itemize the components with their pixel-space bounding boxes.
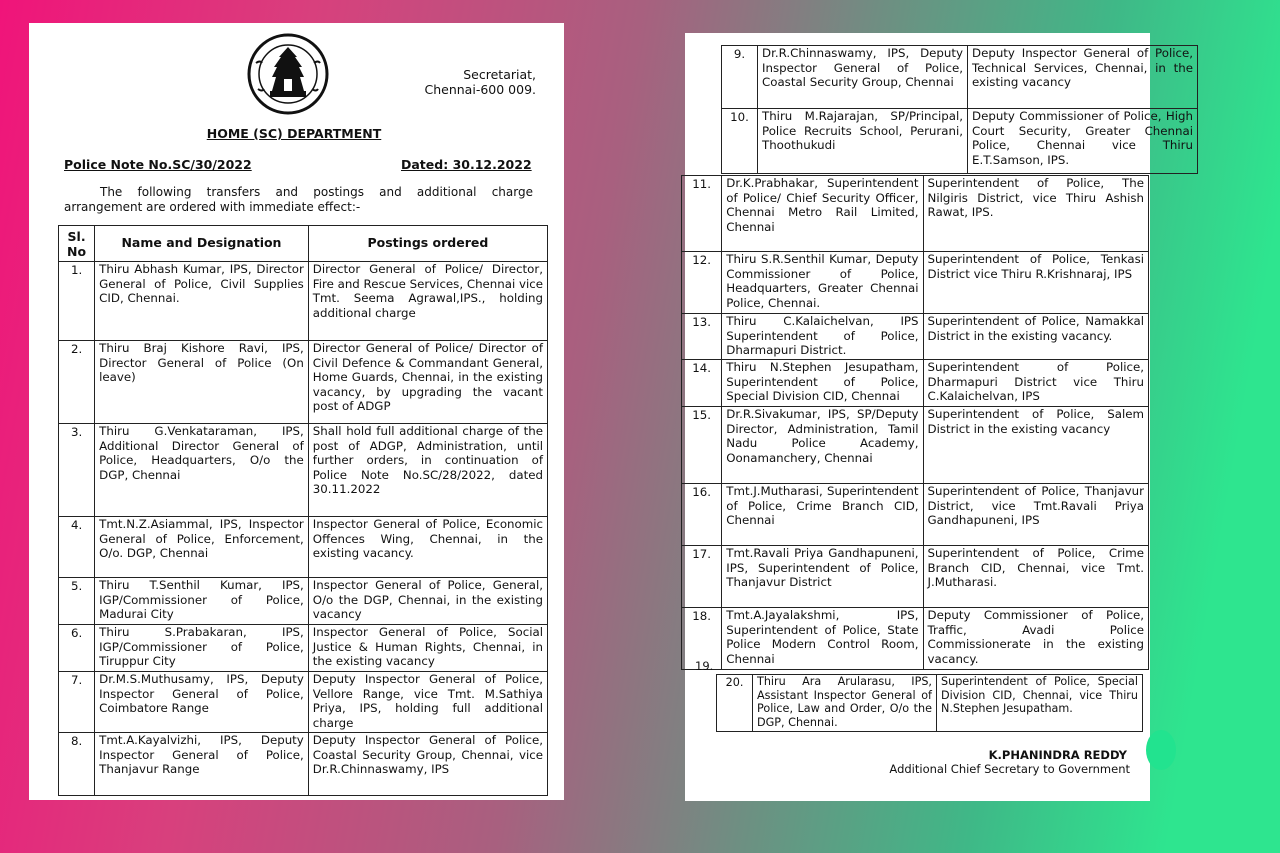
row-serial-number: 11. (682, 176, 722, 252)
row-name-designation: Thiru N.Stephen Jesupatham, Superintendent of Police, Special Division CID, Chennai (722, 360, 923, 407)
note-date: Dated: 30.12.2022 (401, 157, 532, 172)
row-posting: Director General of Police/ Director of Civil Defence & Commandant General, Home Guards, Chennai, in the existing vacancy, by upgrading the vacant post of ADGP (308, 341, 547, 424)
row-name-designation: Thiru Abhash Kumar, IPS, Director General of Police, Civil Supplies CID, Chennai. (95, 262, 309, 341)
row-posting: Inspector General of Police, General, O/o the DGP, Chennai, in the existing vacancy (308, 578, 547, 625)
table-row (59, 262, 548, 341)
transfer-table-page-2-main (681, 175, 1149, 670)
row-posting: Superintendent of Police, Namakkal District in the existing vacancy. (923, 314, 1148, 360)
address-line: Secretariat, (463, 67, 536, 82)
row-serial-number: 4. (59, 517, 95, 578)
row-serial-number: 10. (722, 109, 758, 174)
row-name-designation: Dr.R.Chinnaswamy, IPS, Deputy Inspector General of Police, Coastal Security Group, Chennai (758, 46, 968, 109)
row-serial-number: 12. (682, 252, 722, 314)
transfer-table-page-1 (58, 225, 548, 796)
table-row (682, 484, 1149, 546)
table-row (59, 424, 548, 517)
row-posting: Deputy Inspector General of Police, Vellore Range, vice Tmt. M.Sathiya Priya, IPS, holding full additional charge (308, 672, 547, 733)
intro-paragraph: The following transfers and postings and additional charge arrangement are ordered with immediate effect:- (64, 185, 533, 214)
row-posting: Superintendent of Police, Salem District in the existing vacancy (923, 407, 1148, 484)
row-name-designation: Thiru S.Prabakaran, IPS, IGP/Commissioner of Police, Tiruppur City (95, 625, 309, 672)
row-name-designation: Tmt.A.Jayalakshmi, IPS, Superintendent of Police, State Police Modern Control Room, Chennai (722, 608, 923, 670)
table-row (682, 176, 1149, 252)
row-serial-number: 1. (59, 262, 95, 341)
row-serial-number: 15. (682, 407, 722, 484)
row-name-designation: Dr.M.S.Muthusamy, IPS, Deputy Inspector General of Police, Coimbatore Range (95, 672, 309, 733)
row-serial-number: 17. (682, 546, 722, 608)
transfer-table-page-2-bottom (716, 674, 1143, 732)
table-row (59, 578, 548, 625)
row-posting: Superintendent of Police, Crime Branch CID, Chennai, vice Tmt. J.Mutharasi. (923, 546, 1148, 608)
col-header-sl: Sl. No (59, 226, 95, 262)
signatory-name: K.PHANINDRA REDDY (988, 748, 1127, 762)
row-serial-number: 3. (59, 424, 95, 517)
row-serial-number: 20. (717, 675, 753, 732)
row-serial-number: 18. (682, 608, 722, 670)
row-serial-number: 14. (682, 360, 722, 407)
row-name-designation: Thiru S.R.Senthil Kumar, Deputy Commissioner of Police, Headquarters, Greater Chennai Police, Chennai. (722, 252, 923, 314)
tamil-nadu-emblem-icon (246, 33, 330, 115)
row-serial-number: 16. (682, 484, 722, 546)
table-row (682, 407, 1149, 484)
row-name-designation: Tmt.N.Z.Asiammal, IPS, Inspector General of Police, Enforcement, O/o. DGP, Chennai (95, 517, 309, 578)
signatory-title: Additional Chief Secretary to Government (889, 762, 1130, 776)
row-posting: Inspector General of Police, Economic Offences Wing, Chennai, in the existing vacancy. (308, 517, 547, 578)
department-heading: HOME (SC) DEPARTMENT (206, 126, 382, 141)
row-name-designation: Thiru C.Kalaichelvan, IPS Superintendent of Police, Dharmapuri District. (722, 314, 923, 360)
row-posting: Deputy Inspector General of Police, Technical Services, Chennai, in the existing vacancy (968, 46, 1198, 109)
row-posting: Superintendent of Police, The Nilgiris District, vice Thiru Ashish Rawat, IPS. (923, 176, 1148, 252)
row-serial-number: 9. (722, 46, 758, 109)
col-header-name: Name and Designation (95, 226, 309, 262)
table-row (722, 109, 1198, 174)
row-posting: Deputy Commissioner of Police, High Court Security, Greater Chennai Police, Chennai vice Thiru E.T.Samson, IPS. (968, 109, 1198, 174)
table-row (682, 546, 1149, 608)
table-row (59, 341, 548, 424)
table-row (59, 625, 548, 672)
row-serial-number: 5. (59, 578, 95, 625)
row-posting: Superintendent of Police, Dharmapuri District vice Thiru C.Kalaichelvan, IPS (923, 360, 1148, 407)
row-posting: Deputy Inspector General of Police, Coastal Security Group, Chennai, vice Dr.R.Chinnaswamy, IPS (308, 733, 547, 796)
table-row (682, 252, 1149, 314)
secretariat-address (404, 67, 536, 97)
table-row (717, 675, 1143, 732)
transfer-table-page-2-top (721, 45, 1198, 174)
row-name-designation: Thiru Ara Arularasu, IPS, Assistant Inspector General of Police, Law and Order, O/o the DGP, Chennai. (753, 675, 937, 732)
row-posting: Deputy Commissioner of Police, Traffic, Avadi Police Commissionerate in the existing vacancy. (923, 608, 1148, 670)
row-name-designation: Tmt.J.Mutharasi, Superintendent of Police, Crime Branch CID, Chennai (722, 484, 923, 546)
row-posting: Superintendent of Police, Tenkasi District vice Thiru R.Krishnaraj, IPS (923, 252, 1148, 314)
row-name-designation: Tmt.A.Kayalvizhi, IPS, Deputy Inspector General of Police, Thanjavur Range (95, 733, 309, 796)
table-row (682, 360, 1149, 407)
row-serial-number: 7. (59, 672, 95, 733)
decorative-circle (1146, 730, 1176, 770)
col-header-postings: Postings ordered (308, 226, 547, 262)
document-page-2 (685, 33, 1193, 801)
row-serial-number: 6. (59, 625, 95, 672)
row-name-designation: Dr.R.Sivakumar, IPS, SP/Deputy Director, Administration, Tamil Nadu Police Academy, Oonamanchery, Chennai (722, 407, 923, 484)
row-posting: Director General of Police/ Director, Fire and Rescue Services, Chennai vice Tmt. Seema Agrawal,IPS., holding additional charge (308, 262, 547, 341)
row-serial-number: 8. (59, 733, 95, 796)
table-row (59, 672, 548, 733)
address-line: Chennai-600 009. (424, 82, 536, 97)
row-name-designation: Thiru Braj Kishore Ravi, IPS, Director General of Police (On leave) (95, 341, 309, 424)
row-posting: Shall hold full additional charge of the post of ADGP, Administration, until further orders, in continuation of Police Note No.SC/28/2022, dated 30.11.2022 (308, 424, 547, 517)
cut-row-sl: 19. (695, 659, 714, 673)
cut-off-row (685, 659, 1150, 673)
table-row (59, 733, 548, 796)
row-posting: Superintendent of Police, Thanjavur District, vice Tmt.Ravali Priya Gandhapuneni, IPS (923, 484, 1148, 546)
row-name-designation: Thiru G.Venkataraman, IPS, Additional Director General of Police, Headquarters, O/o the DGP, Chennai (95, 424, 309, 517)
row-name-designation: Thiru M.Rajarajan, SP/Principal, Police Recruits School, Perurani, Thoothukudi (758, 109, 968, 174)
row-serial-number: 13. (682, 314, 722, 360)
table-row (59, 517, 548, 578)
row-serial-number: 2. (59, 341, 95, 424)
table-row (682, 314, 1149, 360)
table-row (722, 46, 1198, 109)
row-name-designation: Dr.K.Prabhakar, Superintendent of Police/ Chief Security Officer, Chennai Metro Rail Limited, Chennai (722, 176, 923, 252)
police-note-number: Police Note No.SC/30/2022 (64, 157, 252, 172)
row-posting: Inspector General of Police, Social Justice & Human Rights, Chennai, in the existing vacancy (308, 625, 547, 672)
row-name-designation: Thiru T.Senthil Kumar, IPS, IGP/Commissioner of Police, Madurai City (95, 578, 309, 625)
row-posting: Superintendent of Police, Special Division CID, Chennai, vice Thiru N.Stephen Jesupatham. (937, 675, 1143, 732)
row-name-designation: Tmt.Ravali Priya Gandhapuneni, IPS, Superintendent of Police, Thanjavur District (722, 546, 923, 608)
document-page-1 (29, 23, 564, 800)
